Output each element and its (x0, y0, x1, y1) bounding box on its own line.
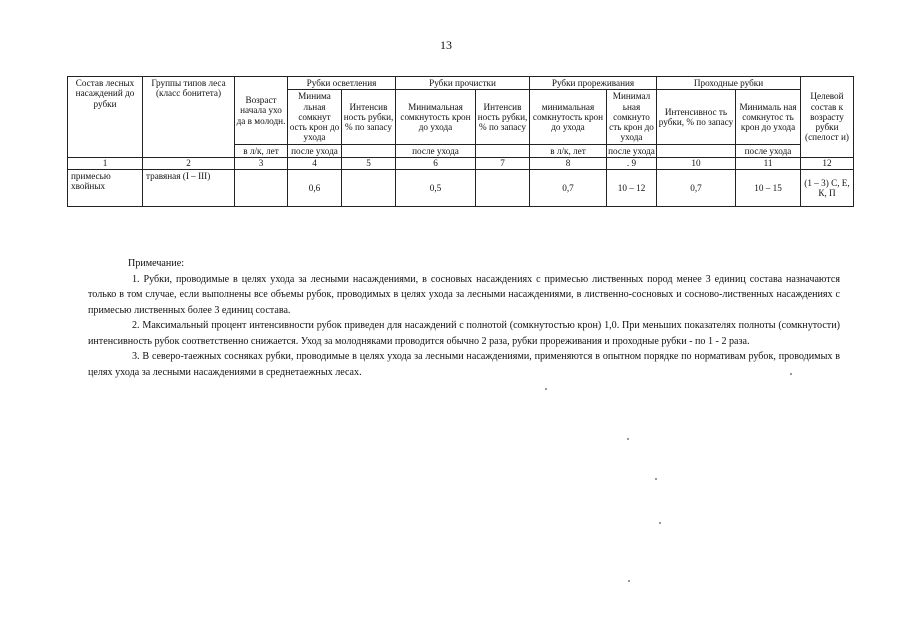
header-group-prochistki: Рубки прочистки (396, 77, 530, 90)
scan-speck (627, 438, 629, 440)
cell-composition: примесью хвойных (68, 170, 143, 207)
column-number: 12 (801, 158, 854, 170)
column-number: 10 (657, 158, 736, 170)
note-item: 1. Рубки, проводимые в целях ухода за лесными насаждениями, в сосновых насаждениях с примесью лиственных пород менее 3 единиц состава назначаются только в том случае, если выполнены все объемы рубок, проводимых в целях ухода за лесными насаждениями, в лиственно-сосновых и сосново-лиственных насаждениях с примесью лиственных более 3 единиц состава. (88, 273, 840, 316)
header-col8: минимальная сомкнутость крон до ухода (530, 90, 607, 144)
scan-speck (659, 522, 661, 524)
header-composition: Состав лесных насаждений до рубки (68, 77, 143, 158)
cell-after-prorezh: 10 – 12 (607, 170, 657, 207)
scan-speck (790, 373, 792, 375)
header-group-prorezhivaniya: Рубки прореживания (530, 77, 657, 90)
scan-speck (545, 388, 547, 390)
column-number: 8 (530, 158, 607, 170)
table-row (68, 170, 854, 207)
unit-col4: после ухода (288, 144, 342, 157)
header-col11: Минималь ная сомкнутос ть крон до ухода (736, 90, 801, 144)
header-group-osvetleniya: Рубки осветления (288, 77, 396, 90)
notes-heading: Примечание: (128, 258, 184, 269)
note-item: 2. Максимальный процент интенсивности рубок приведен для насаждений с полнотой (сомкнутостью крон) 1,0. При меньших показателях полноты (сомкнутости) интенсивность рубок соответственно снижается. Уход за молодняками проводится обычно 2 раза, рубки прореживания и проходные рубки - по 1 - 2 раза. (88, 320, 840, 347)
column-number: . 9 (607, 158, 657, 170)
column-number: 6 (396, 158, 476, 170)
column-number: 11 (736, 158, 801, 170)
header-col9: Минимал ьная сомкнуто сть крон до ухода (607, 90, 657, 144)
page-number: 13 (440, 38, 452, 52)
header-row-groups (68, 77, 854, 90)
notes-section (88, 256, 840, 380)
cell-min-density-osvetl: 0,6 (288, 170, 342, 207)
unit-col9: после ухода (608, 145, 655, 156)
unit-col3: в л/к, лет (235, 144, 288, 157)
cell-after-prokhod: 10 – 15 (736, 170, 801, 207)
cell-intensity-osvetl (342, 170, 396, 207)
scan-speck (628, 580, 630, 582)
unit-col6: после ухода (396, 144, 476, 157)
column-number: 1 (68, 158, 143, 170)
cell-min-density-prorezh: 0,7 (530, 170, 607, 207)
cell-min-density-prochist: 0,5 (396, 170, 476, 207)
column-number: 2 (143, 158, 235, 170)
header-forest-type: Группы типов леса (класс бонитета) (143, 77, 235, 158)
note-item: 3. В северо-таежных сосняках рубки, проводимые в целях ухода за лесными насаждениями, применяются в опытном порядке по нормативам рубок, проводимых в целях ухода за лесными насаждениями в среднетаежных лесах. (88, 351, 840, 378)
header-col7: Интенсив ность рубки, % по запасу (476, 90, 530, 144)
forestry-table (67, 76, 854, 207)
header-target-composition: Целевой состав к возрасту рубки (спелост и) (801, 77, 854, 158)
cell-forest-type: травяная (I – III) (143, 170, 235, 207)
cell-start-age (235, 170, 288, 207)
scan-speck (655, 478, 657, 480)
column-number: 3 (235, 158, 288, 170)
header-col5: Интенсив ность рубки, % по запасу (342, 90, 396, 144)
cell-intensity-prochist (476, 170, 530, 207)
header-col4: Минима льная сомкнут ость крон до ухода (288, 90, 342, 144)
header-group-prokhodnye: Проходные рубки (657, 77, 801, 90)
header-col10: Интенсивнос ть рубки, % по запасу (657, 90, 736, 144)
cell-target-composition: (1 – 3) С, Е, К, П (801, 170, 854, 207)
unit-col11: после ухода (736, 144, 801, 157)
header-col6: Минимальная сомкнутость крон до ухода (396, 90, 476, 144)
unit-col8: в л/к, лет (530, 144, 607, 157)
cell-intensity-prokhod: 0,7 (657, 170, 736, 207)
header-start-age: Возраст начала ухо да в молодн. (235, 77, 288, 145)
unit-col5 (342, 144, 396, 157)
column-numbers-row (68, 158, 854, 170)
unit-col10 (657, 144, 736, 157)
column-number: 5 (342, 158, 396, 170)
unit-col7 (476, 144, 530, 157)
column-number: 7 (476, 158, 530, 170)
column-number: 4 (288, 158, 342, 170)
